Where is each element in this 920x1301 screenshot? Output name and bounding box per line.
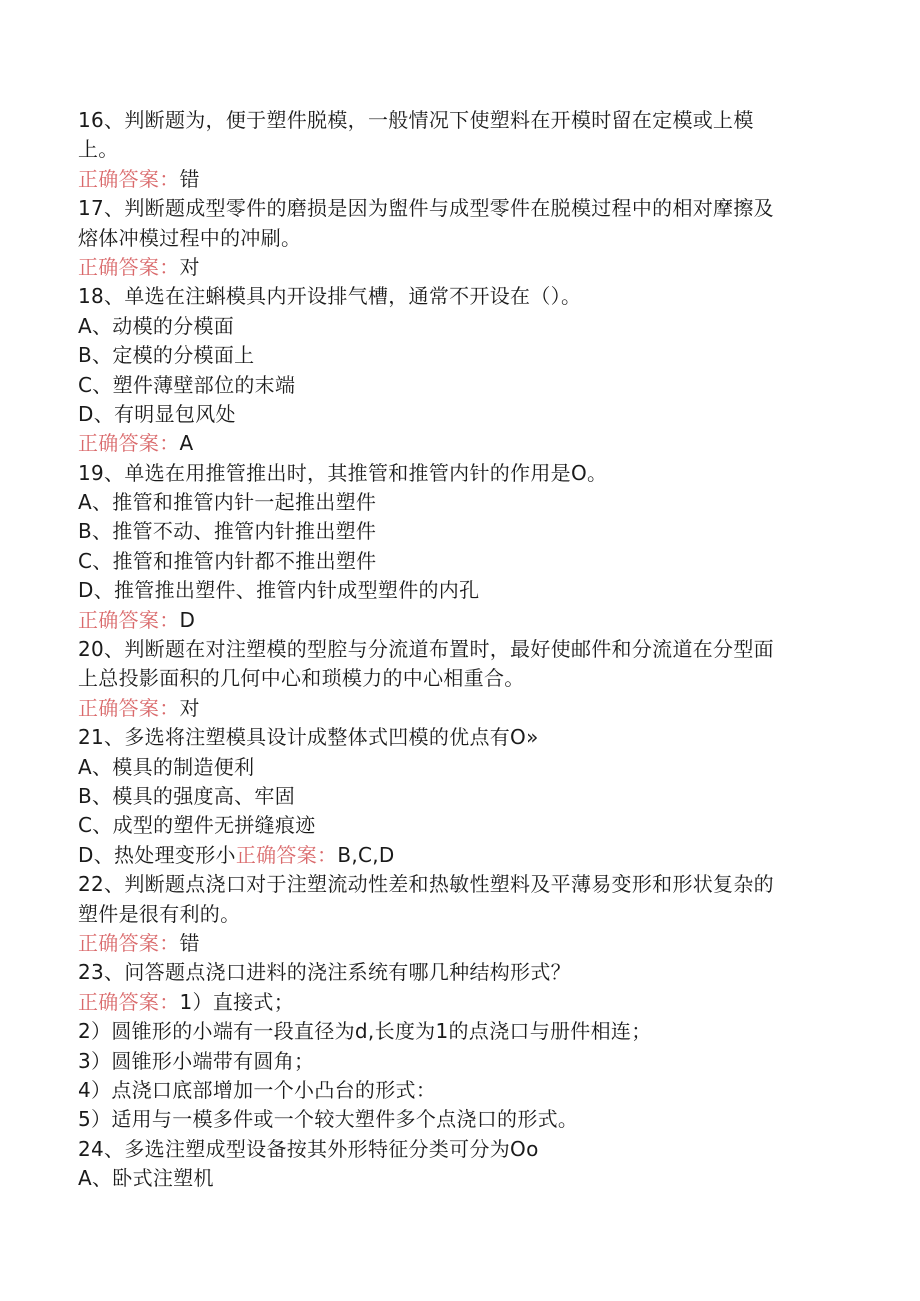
text-line: 2）圆锥形的小端有一段直径为d,长度为1的点浇口与册件相连；	[78, 1019, 652, 1044]
text-line: 22、判断题点浇口对于注塑流动性差和热敏性塑料及平薄易变形和形状复杂的	[78, 872, 774, 897]
answer-line	[78, 929, 838, 958]
text-line: A、卧式注塑机	[78, 1166, 214, 1191]
text-line: 24、多选注塑成型设备按其外形特征分类可分为Oo	[78, 1136, 539, 1161]
answer-label: 正确答案：	[78, 989, 180, 1014]
text-line: C、塑件薄壁部位的末端	[78, 372, 296, 397]
text-line: 上总投影面积的几何中心和琐模力的中心相重合。	[78, 666, 525, 691]
text-line: 4）点浇口底部增加一个小凸台的形式：	[78, 1077, 437, 1102]
text-line: B、定模的分模面上	[78, 343, 255, 368]
text-line: A、动模的分模面	[78, 313, 235, 338]
text-line: A、推管和推管内针一起推出塑件	[78, 490, 377, 515]
text-line: D、有明显包风处	[78, 401, 236, 426]
text-line: B、模具的强度高、牢固	[78, 783, 296, 808]
answer-label: 正确答案：	[78, 431, 180, 456]
answer-label: 正确答案：	[78, 166, 180, 191]
text-line: A、模具的制造便利	[78, 754, 255, 779]
answer-value: A	[179, 431, 194, 456]
answer-label: 正确答案：	[78, 254, 180, 279]
text-line: 熔体冲模过程中的冲刷。	[78, 225, 302, 250]
text-line: 21、多选将注塑模具设计成整体式凹模的优点有O»	[78, 725, 539, 750]
answer-label: 正确答案：	[78, 695, 180, 720]
answer-label: 正确答案：	[235, 842, 338, 867]
answer-line	[78, 429, 838, 458]
text-line: 19、单选在用推管推出时，其推管和推管内针的作用是O。	[78, 460, 608, 485]
answer-value: 1）直接式；	[179, 989, 295, 1014]
answer-value: 错	[179, 166, 200, 191]
option-text: D、热处理变形小	[78, 842, 236, 867]
answer-line	[78, 841, 838, 870]
text-line: 17、判断题成型零件的磨损是因为盥件与成型零件在脱模过程中的相对摩擦及	[78, 196, 774, 221]
answer-value: 错	[179, 930, 200, 955]
text-line: D、推管推出塑件、推管内针成型塑件的内孔	[78, 578, 480, 603]
text-line: 23、问答题点浇口进料的浇注系统有哪几种结构形式？	[78, 960, 571, 985]
answer-label: 正确答案：	[78, 607, 180, 632]
answer-label: 正确答案：	[78, 930, 180, 955]
text-line: B、推管不动、推管内针推出塑件	[78, 519, 377, 544]
answer-line	[78, 165, 838, 194]
answer-line	[78, 253, 838, 282]
text-line: 3）圆锥形小端带有圆角；	[78, 1048, 315, 1073]
text-line: 上。	[78, 137, 119, 162]
text-line: C、成型的塑件无拼缝痕迹	[78, 813, 316, 838]
answer-line	[78, 606, 838, 635]
answer-value: D	[179, 607, 196, 632]
answer-line	[78, 988, 838, 1017]
answer-value: 对	[179, 254, 200, 279]
text-line: 18、单选在注蝌模具内开设排气槽，通常不开设在（）。	[78, 284, 582, 309]
answer-value: 对	[179, 695, 200, 720]
text-line: C、推管和推管内针都不推出塑件	[78, 548, 377, 573]
answer-value: B,C,D	[337, 842, 395, 867]
answer-line	[78, 694, 838, 723]
text-line: 20、判断题在对注塑模的型腔与分流道布置时，最好使邮件和分流道在分型面	[78, 637, 774, 662]
text-line: 5）适用与一模多件或一个较大塑件多个点浇口的形式。	[78, 1107, 579, 1132]
text-line: 16、判断题为，便于塑件脱模，一般情况下使塑料在开模时留在定模或上模	[78, 108, 754, 132]
text-line: 塑件是很有利的。	[78, 901, 241, 926]
document-page	[78, 106, 838, 1193]
